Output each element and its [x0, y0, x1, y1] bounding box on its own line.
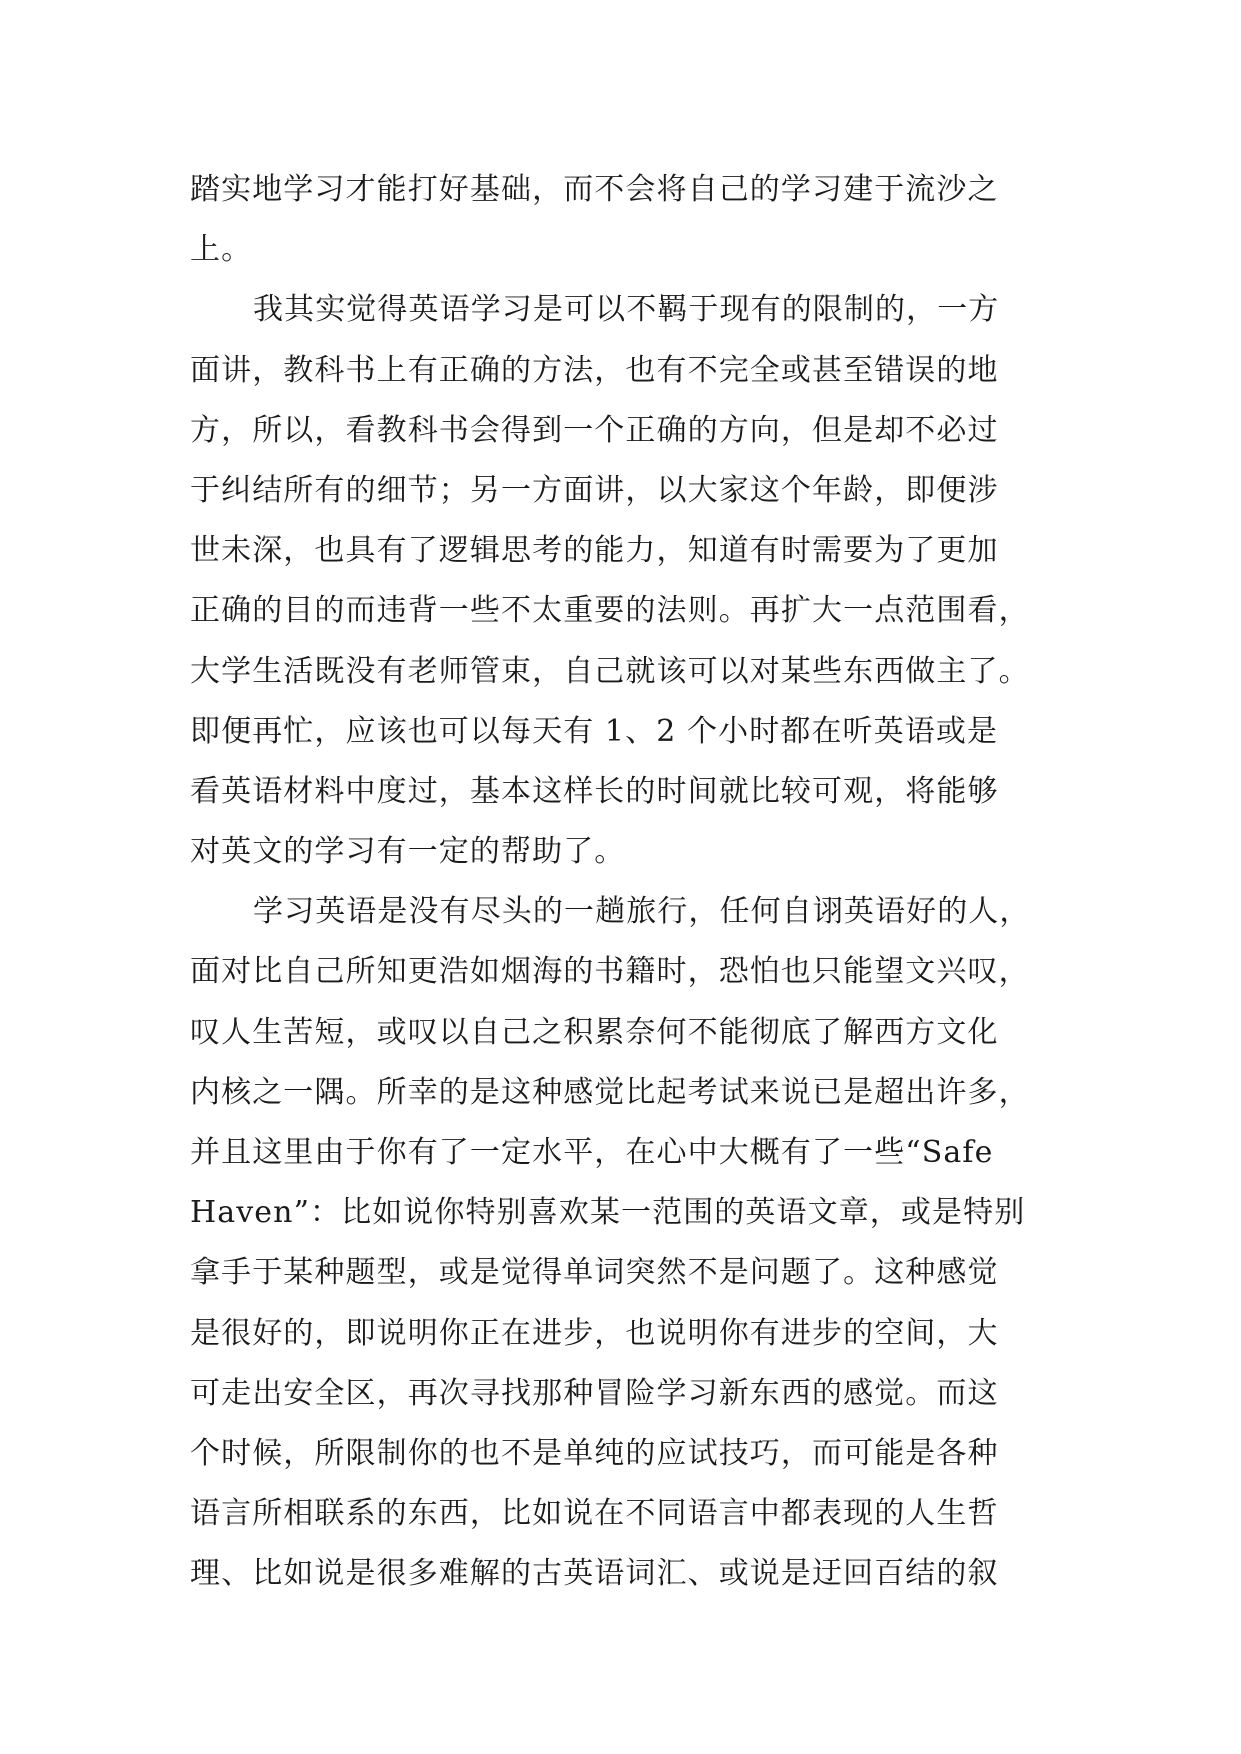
text-line: 于纠结所有的细节；另一方面讲，以大家这个年龄，即便涉	[190, 472, 999, 508]
text-line: 即便再忙，应该也可以每天有 1、2 个小时都在听英语或是	[190, 713, 999, 749]
text-line: 叹人生苦短，或叹以自己之积累奈何不能彻底了解西方文化	[190, 1014, 999, 1050]
text-line: 内核之一隅。所幸的是这种感觉比起考试来说已是超出许多，	[190, 1074, 1030, 1110]
text-line: 拿手于某种题型，或是觉得单词突然不是问题了。这种感觉	[190, 1255, 999, 1291]
paragraph	[190, 280, 1050, 882]
text-line: 正确的目的而违背一些不太重要的法则。再扩大一点范围看，	[190, 593, 1030, 629]
document-body	[190, 160, 1050, 1605]
text-line: 语言所相联系的东西，比如说在不同语言中都表现的人生哲	[190, 1496, 999, 1532]
text-line: 学习英语是没有尽头的一趟旅行，任何自诩英语好的人，	[253, 894, 1031, 930]
text-line: 世未深，也具有了逻辑思考的能力，知道有时需要为了更加	[190, 533, 999, 569]
text-line: 对英文的学习有一定的帮助了。	[190, 834, 626, 870]
paragraph	[190, 882, 1050, 1604]
text-line: 面对比自己所知更浩如烟海的书籍时，恐怕也只能望文兴叹，	[190, 954, 1030, 990]
text-line: 看英语材料中度过，基本这样长的时间就比较可观，将能够	[190, 773, 999, 809]
text-line: 个时候，所限制你的也不是单纯的应试技巧，而可能是各种	[190, 1435, 999, 1471]
text-line: 面讲，教科书上有正确的方法，也有不完全或甚至错误的地	[190, 352, 999, 388]
text-line: 可走出安全区，再次寻找那种冒险学习新东西的感觉。而这	[190, 1375, 999, 1411]
text-line: 踏实地学习才能打好基础，而不会将自己的学习建于流沙之	[190, 172, 999, 207]
text-line: 并且这里由于你有了一定水平，在心中大概有了一些“Safe	[190, 1135, 994, 1170]
text-line: 理、比如说是很多难解的古英语词汇、或说是迂回百结的叙	[190, 1556, 999, 1592]
text-line: 方，所以，看教科书会得到一个正确的方向，但是却不必过	[190, 412, 999, 448]
text-line: 大学生活既没有老师管束，自己就该可以对某些东西做主了。	[190, 653, 1030, 689]
text-line: Haven”：比如说你特别喜欢某一范围的英语文章，或是特别	[190, 1195, 1026, 1231]
text-line: 我其实觉得英语学习是可以不羁于现有的限制的，一方	[253, 292, 1000, 328]
text-line: 是很好的，即说明你正在进步，也说明你有进步的空间，大	[190, 1315, 999, 1351]
paragraph	[190, 160, 1050, 280]
text-line: 上。	[190, 232, 253, 268]
